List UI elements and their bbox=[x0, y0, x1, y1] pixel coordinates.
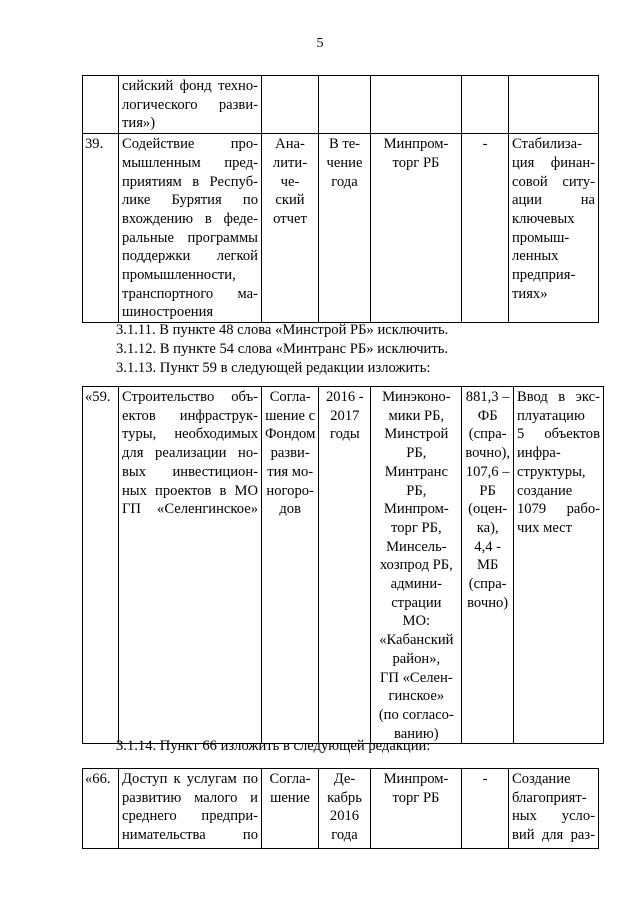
line: транспортного ма- bbox=[122, 285, 258, 302]
line: гинское» bbox=[388, 688, 445, 705]
line: отчет bbox=[273, 210, 307, 227]
line: Доступ к услугам по bbox=[122, 771, 258, 787]
table-3 bbox=[82, 768, 599, 849]
cell-result bbox=[509, 769, 599, 849]
cell-finance bbox=[462, 76, 509, 134]
line: инфра- bbox=[517, 445, 561, 462]
cell-result bbox=[514, 387, 604, 744]
line: шиностроения bbox=[122, 304, 214, 321]
cell-num: 39. bbox=[83, 134, 119, 323]
cell-text bbox=[119, 769, 262, 849]
cell-type bbox=[262, 134, 319, 323]
line: 107,6 – bbox=[465, 463, 510, 480]
line: «Кабанский bbox=[379, 632, 454, 649]
line: разви- bbox=[270, 445, 310, 462]
cell-term bbox=[319, 134, 371, 323]
line: тиях» bbox=[512, 285, 548, 302]
line: (оцен- bbox=[468, 501, 508, 518]
line: ский bbox=[275, 192, 305, 209]
line: ция финан- bbox=[512, 154, 595, 171]
line: мышленным пред- bbox=[122, 154, 258, 171]
cell-finance: - bbox=[462, 134, 509, 323]
line: кабрь bbox=[327, 789, 362, 806]
line: совой ситу- bbox=[512, 173, 595, 190]
line: поддержки легкой bbox=[122, 248, 258, 265]
line: Содействие про- bbox=[122, 136, 258, 153]
cell-type bbox=[262, 387, 319, 744]
paragraph: 3.1.12. В пункте 54 слова «Минтранс РБ» исключить. bbox=[116, 341, 449, 357]
cell-text bbox=[119, 76, 262, 134]
line: 5 объектов bbox=[517, 426, 600, 443]
line: годы bbox=[329, 426, 360, 443]
line: дов bbox=[279, 501, 301, 518]
line: Де- bbox=[333, 771, 356, 787]
line: шение с bbox=[265, 407, 316, 424]
line: лике Бурятия по bbox=[122, 192, 258, 209]
line: Согла- bbox=[269, 771, 311, 787]
line: чих мест bbox=[517, 519, 573, 536]
table-row bbox=[83, 769, 599, 849]
line: Ана- bbox=[275, 136, 305, 153]
line: МО: bbox=[402, 613, 431, 630]
line: ключевых bbox=[512, 210, 575, 227]
line: Ввод в экс- bbox=[517, 389, 600, 405]
cell-term bbox=[319, 387, 371, 744]
line: ванию) bbox=[394, 725, 439, 742]
table-row bbox=[83, 134, 599, 323]
line: 1079 рабо- bbox=[517, 501, 600, 518]
line: предприя- bbox=[512, 267, 576, 284]
line: торг РБ bbox=[392, 789, 440, 806]
line: промыш- bbox=[512, 229, 570, 246]
line: В те- bbox=[328, 136, 361, 153]
line: среднего предпри- bbox=[122, 808, 258, 825]
line: тия мо- bbox=[267, 463, 314, 480]
line: ральные программы bbox=[122, 229, 258, 246]
line: МБ bbox=[476, 557, 499, 574]
line: админи- bbox=[390, 576, 443, 593]
paragraph: 3.1.13. Пункт 59 в следующей редакции изложить: bbox=[116, 360, 431, 376]
line: ных проектов в МО bbox=[122, 482, 258, 499]
line: (спра- bbox=[468, 426, 507, 443]
cell-term bbox=[319, 76, 371, 134]
cell-executor bbox=[371, 769, 462, 849]
paragraph: 3.1.11. В пункте 48 слова «Минстрой РБ» исключить. bbox=[116, 322, 449, 338]
line: ектов инфраструк- bbox=[122, 407, 258, 424]
line: тия») bbox=[122, 115, 156, 132]
line: создание bbox=[517, 482, 573, 499]
page-number: 5 bbox=[316, 36, 324, 51]
line: 881,3 – bbox=[465, 389, 510, 405]
line: нимательства по bbox=[122, 827, 258, 844]
table-2 bbox=[82, 386, 604, 744]
cell-text bbox=[119, 387, 262, 744]
cell-num bbox=[83, 76, 119, 134]
line: промышленности, bbox=[122, 267, 236, 284]
line: 2016 - bbox=[325, 389, 364, 405]
line: торг РБ bbox=[392, 154, 440, 171]
line: ка), bbox=[476, 519, 499, 536]
table-1 bbox=[82, 75, 599, 323]
line: торг РБ, bbox=[391, 519, 442, 536]
line: Согла- bbox=[269, 389, 311, 405]
line: Минстрой bbox=[384, 426, 449, 443]
table-row bbox=[83, 387, 604, 744]
cell-result bbox=[509, 76, 599, 134]
paragraph: 3.1.14. Пункт 66 изложить в следующей редакции: bbox=[116, 738, 431, 754]
line: вых инвестицион- bbox=[122, 463, 258, 480]
line: мики РБ, bbox=[388, 407, 445, 424]
line: логического разви- bbox=[122, 96, 258, 113]
line: года bbox=[331, 173, 358, 190]
line: РБ bbox=[479, 482, 496, 499]
line: Минпром- bbox=[383, 501, 449, 518]
line: РБ, bbox=[406, 445, 427, 462]
line: 2017 bbox=[330, 407, 360, 424]
line: года bbox=[331, 827, 358, 844]
cell-finance bbox=[462, 387, 514, 744]
cell-text bbox=[119, 134, 262, 323]
cell-result bbox=[509, 134, 599, 323]
line: благоприят- bbox=[512, 789, 587, 806]
line: вочно) bbox=[467, 594, 509, 611]
table-row bbox=[83, 76, 599, 134]
line: че- bbox=[280, 173, 300, 190]
line: лити- bbox=[272, 154, 308, 171]
cell-executor bbox=[371, 134, 462, 323]
line: приятиям в Респуб- bbox=[122, 173, 258, 190]
line: страции bbox=[391, 594, 442, 611]
line: Минсель- bbox=[386, 538, 447, 555]
line: развитию малого и bbox=[122, 789, 258, 806]
line: ации на bbox=[512, 192, 595, 209]
line: район», bbox=[392, 650, 441, 667]
line: (спра- bbox=[468, 576, 507, 593]
line: чение bbox=[326, 154, 363, 171]
line: ногоро- bbox=[266, 482, 314, 499]
line: туры, необходимых bbox=[122, 426, 258, 443]
line: вхождению в феде- bbox=[122, 210, 258, 227]
cell-term bbox=[319, 769, 371, 849]
line: вий для раз- bbox=[512, 827, 595, 844]
line: для реализации но- bbox=[122, 445, 258, 462]
line: Минтранс bbox=[384, 463, 448, 480]
cell-type bbox=[262, 769, 319, 849]
line: вочно), bbox=[465, 445, 510, 462]
line: Минпром- bbox=[383, 771, 449, 787]
cell-executor bbox=[371, 76, 462, 134]
line: 4,4 - bbox=[474, 538, 502, 555]
line: хозпрод РБ, bbox=[379, 557, 453, 574]
line: плуатацию bbox=[517, 407, 585, 424]
line: (по согласо- bbox=[378, 706, 454, 723]
line: ФБ bbox=[477, 407, 498, 424]
line: РБ, bbox=[406, 482, 427, 499]
line: 2016 bbox=[329, 808, 360, 825]
cell-type bbox=[262, 76, 319, 134]
line: структуры, bbox=[517, 463, 586, 480]
cell-num: «66. bbox=[83, 769, 119, 849]
line: ГП «Селен- bbox=[379, 669, 453, 686]
line: Минэконо- bbox=[382, 389, 451, 405]
line: Создание bbox=[512, 771, 571, 787]
line: Минпром- bbox=[383, 136, 449, 153]
cell-executor bbox=[371, 387, 462, 744]
line: Фондом bbox=[265, 426, 316, 443]
line: шение bbox=[270, 789, 310, 806]
line: Стабилиза- bbox=[512, 136, 583, 153]
line: ленных bbox=[512, 248, 559, 265]
line: Строительство объ- bbox=[122, 389, 258, 405]
line: ГП «Селенгинское» bbox=[122, 501, 258, 518]
line: сийский фонд техно- bbox=[122, 78, 258, 94]
cell-finance: - bbox=[462, 769, 509, 849]
cell-num: «59. bbox=[83, 387, 119, 744]
line: ных усло- bbox=[512, 808, 595, 825]
